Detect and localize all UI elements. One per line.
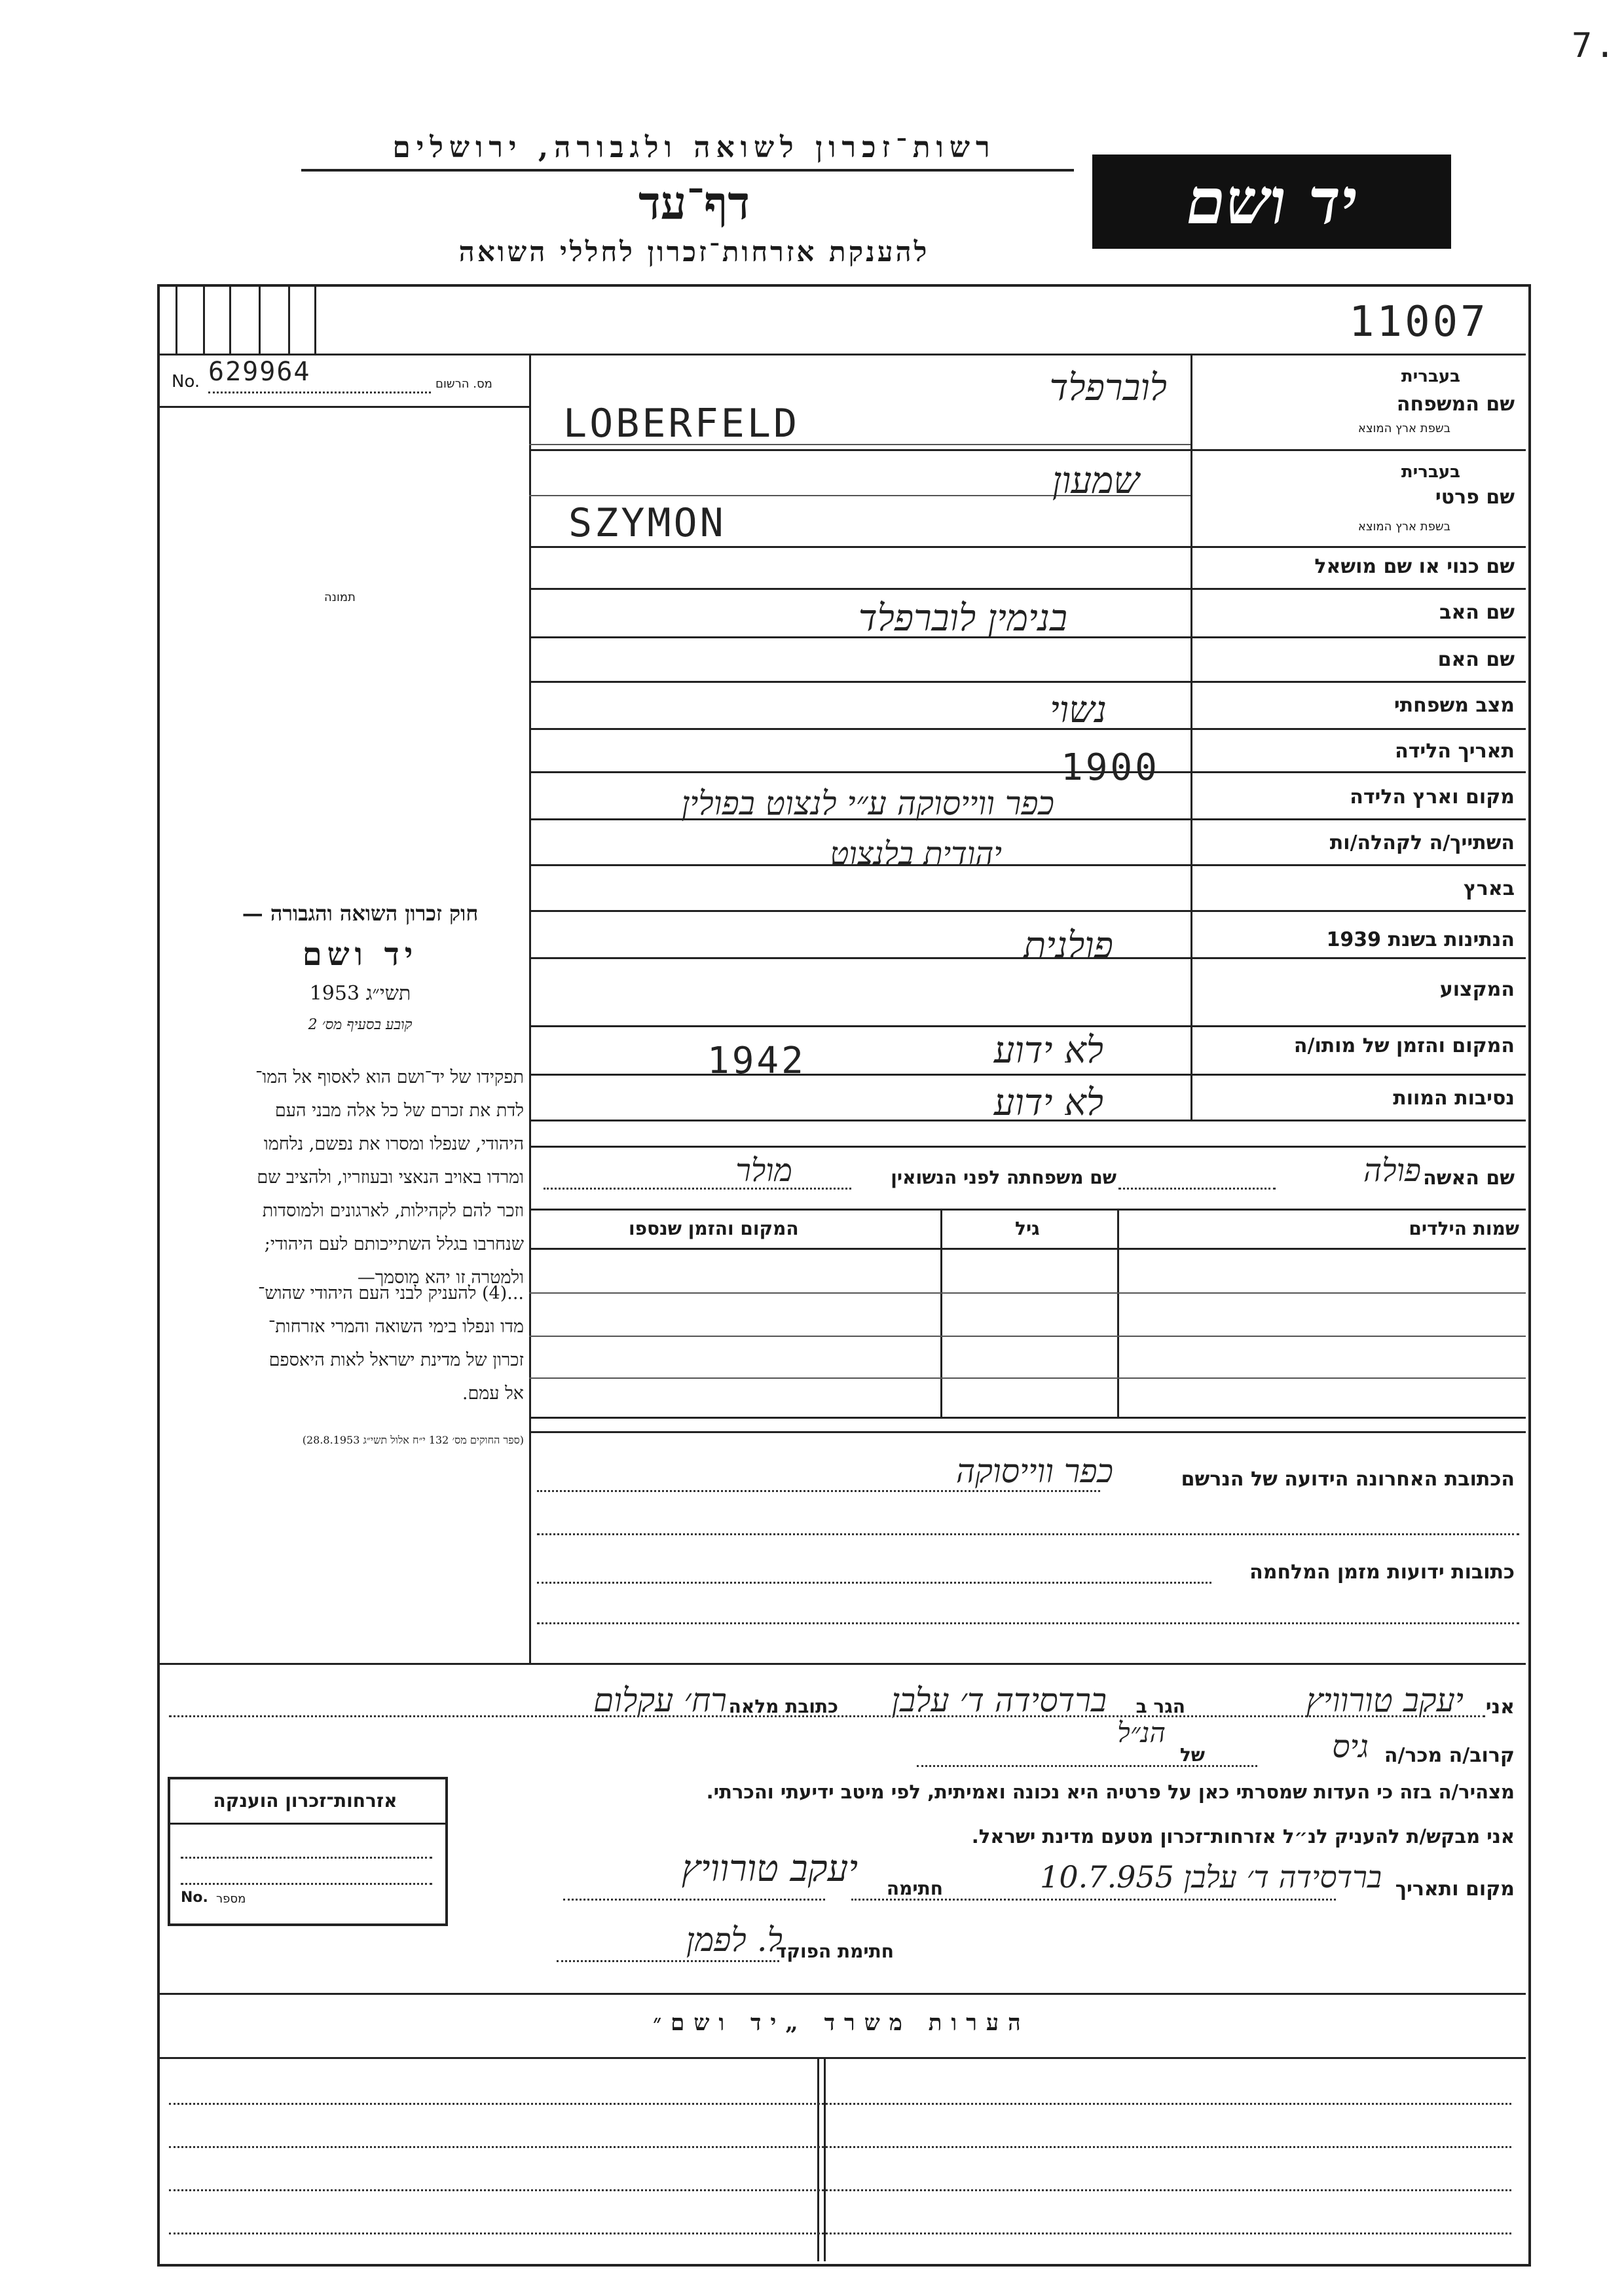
signature-dots xyxy=(563,1899,825,1901)
relative-dots xyxy=(917,1765,1257,1767)
children-header-age: גיל xyxy=(1015,1218,1040,1239)
full-address-label: כתובת מלאה xyxy=(728,1696,838,1717)
law-name: יד ושם xyxy=(302,936,418,973)
birth-date-value[interactable]: 1900 xyxy=(1061,746,1160,789)
place-date-label: מקום ותאריך xyxy=(1395,1878,1515,1901)
signature-label: חתימה xyxy=(886,1878,943,1899)
marital-value[interactable]: נשוי xyxy=(1050,689,1107,731)
declaration-request: אני מבקש/ת להעניק לנ״ל אזרחות־זכרון מטעם מדינת ישראל. xyxy=(971,1825,1515,1848)
birth-date-label: תאריך הלידה xyxy=(1395,740,1515,763)
family-name-label: שם המשפחה xyxy=(1396,393,1515,416)
declaration-line-1-dots xyxy=(169,1715,1485,1717)
top-box-divider xyxy=(175,284,177,354)
children-col-sep-2 xyxy=(1117,1209,1119,1417)
remarks-divider-a xyxy=(817,2057,819,2261)
death-cause-value[interactable]: לא ידוע xyxy=(993,1082,1103,1124)
family-name-origin-label: בשפת ארץ המוצא xyxy=(1357,422,1450,435)
children-row-1 xyxy=(529,1292,1526,1294)
authority-underline xyxy=(301,169,1074,172)
children-table-bottom xyxy=(529,1417,1526,1419)
remarks-header-bottom xyxy=(157,2057,1526,2059)
officer-label: חתימת הפוקד xyxy=(775,1941,894,1962)
law-p1-line-2: לדת את זכרם של כל אלה מבני העם xyxy=(274,1101,524,1121)
wife-row-top xyxy=(529,1146,1526,1148)
corner-page-mark: 7. xyxy=(1572,26,1618,65)
death-year-value[interactable]: 1942 xyxy=(707,1040,806,1082)
registration-label: מס. הרשום xyxy=(435,377,492,391)
children-header-names: שמות הילדים xyxy=(1409,1218,1519,1239)
remarks-dots-4 xyxy=(169,2232,1511,2234)
law-year: תשי״ג 1953 xyxy=(309,982,411,1005)
row-line-profession xyxy=(529,1025,1526,1027)
top-box-tick-1 xyxy=(203,284,205,354)
country-label: בארץ xyxy=(1463,877,1515,900)
row-line-first xyxy=(529,546,1526,548)
signature-value[interactable]: יעקב טורוויץ xyxy=(681,1848,858,1890)
wartime-dots-2 xyxy=(537,1622,1519,1624)
row-line-mother xyxy=(529,681,1526,683)
children-table-top xyxy=(529,1209,1526,1211)
of-value[interactable]: הנ״ל xyxy=(1117,1717,1166,1749)
top-box-tick-3 xyxy=(259,284,261,354)
row-line-community xyxy=(529,864,1526,866)
children-header-place: המקום והזמן שנספו xyxy=(629,1218,799,1239)
relative-value[interactable]: גיס xyxy=(1332,1728,1369,1765)
law-p1-line-6: שנחרבו בגלל השתייכותם לעם היהודי; xyxy=(264,1234,524,1254)
last-address-dots xyxy=(537,1490,1100,1492)
relative-label: קרוב/ה מכר/ה xyxy=(1384,1744,1515,1767)
yad-vashem-logo xyxy=(1092,155,1451,249)
wife-label: שם האשה xyxy=(1423,1167,1515,1190)
law-p2-line-4: אל עמם. xyxy=(462,1383,524,1404)
row-line-country xyxy=(529,910,1526,912)
declarant-label: אני xyxy=(1485,1696,1515,1719)
resident-value[interactable]: ברדסידה ד׳ עלבן xyxy=(891,1681,1107,1719)
first-name-hebrew-label: בעברית xyxy=(1401,462,1460,482)
granted-box-dots-1 xyxy=(181,1857,432,1859)
law-p1-line-1: תפקידו של יד־ושם הוא לאסוף אל המו־ xyxy=(255,1067,524,1087)
row-line-family xyxy=(529,449,1526,451)
photo-label: תמונה xyxy=(324,591,356,604)
marital-label: מצב משפחתי xyxy=(1393,694,1515,717)
remarks-dots-1 xyxy=(169,2103,1511,2105)
officer-dots xyxy=(557,1960,779,1962)
community-label: השתייך/ה לקהלה/ות xyxy=(1329,831,1515,854)
registration-number: 629964 xyxy=(208,357,311,387)
law-title: חוק זכרון השואה והגבורה — xyxy=(242,901,479,926)
left-column-separator xyxy=(529,354,531,1663)
mother-label: שם האם xyxy=(1437,648,1515,671)
remarks-dots-3 xyxy=(169,2189,1511,2191)
logo-text: יד ושם xyxy=(1186,164,1357,238)
community-value[interactable]: יהודית בלנצוט xyxy=(830,835,1002,872)
children-row-3 xyxy=(529,1377,1526,1379)
registration-dots xyxy=(208,392,431,393)
father-value[interactable]: בנימין לוברפלד xyxy=(858,597,1067,640)
wartime-address-label: כתובות ידועות מזמן המלחמה xyxy=(1249,1561,1515,1584)
granted-no-label: No. xyxy=(181,1889,208,1906)
nickname-label: שם כנוי או שם מושאל xyxy=(1314,555,1515,578)
wartime-dots xyxy=(537,1582,1211,1584)
law-p1-line-7: ולמטרה זו יהא מוסמך— xyxy=(357,1267,524,1288)
resident-label: הגר ב xyxy=(1135,1696,1185,1717)
profession-label: המקצוע xyxy=(1439,978,1515,1001)
first-name-latin-value[interactable]: SZYMON xyxy=(568,500,726,546)
maiden-value[interactable]: מולר xyxy=(735,1152,792,1189)
maiden-label: שם משפחתה לפני הנשואין xyxy=(891,1167,1116,1188)
law-p1-line-5: וזכר להם לקהילות, לארגונים ולמוסדות xyxy=(262,1201,524,1221)
granted-number-label: מספר xyxy=(216,1892,246,1906)
full-address-value[interactable]: רח׳ עקלום xyxy=(593,1681,727,1719)
children-row-2 xyxy=(529,1336,1526,1337)
last-address-value[interactable]: כפר ווייסוקה xyxy=(955,1452,1113,1490)
birth-place-value[interactable]: כפר ווייסוקה ע״י לנצוט בפולין xyxy=(681,784,1054,822)
officer-value[interactable]: ל. לפמן xyxy=(686,1921,783,1959)
declaration-top xyxy=(157,1663,1526,1665)
top-box-tick-5 xyxy=(314,284,316,354)
death-cause-label: נסיבות המוות xyxy=(1393,1087,1515,1110)
row-line-death xyxy=(529,1074,1526,1076)
family-name-hebrew-value[interactable]: לוברפלד xyxy=(1049,367,1167,409)
remarks-top xyxy=(157,1993,1526,1995)
remarks-title: הערות משרד „יד ושם״ xyxy=(653,2010,1030,2036)
law-clause: קובע בסעיף מס׳ 2 xyxy=(308,1017,413,1033)
top-box-tick-2 xyxy=(229,284,231,354)
form-title: דף־עד xyxy=(638,175,750,230)
granted-box-title-line xyxy=(168,1823,445,1825)
first-name-hebrew-value[interactable]: שמעון xyxy=(1052,460,1139,502)
label-column-separator xyxy=(1190,354,1192,1120)
law-p1-line-3: היהודי, שנפלו ומסרו את נפשם, נלחמו xyxy=(263,1134,524,1154)
law-p1-line-4: ומרדו באויב הנאצי ובעוזריו, ולהציב שם xyxy=(257,1167,524,1188)
top-box-bottom xyxy=(157,354,1526,355)
last-address-dots-2 xyxy=(537,1533,1519,1535)
wife-dots xyxy=(1118,1188,1276,1190)
row-line-marital xyxy=(529,728,1526,730)
no-label: No. xyxy=(172,372,200,392)
row-line-birthdate xyxy=(529,771,1526,773)
children-col-sep-1 xyxy=(940,1209,942,1417)
death-place-value[interactable]: לא ידוע xyxy=(993,1029,1103,1072)
law-p2-line-2: מדו ונפלו בימי השואה והמרי אזרחות־ xyxy=(268,1317,524,1337)
father-label: שם האב xyxy=(1439,601,1515,624)
law-paragraph-1 xyxy=(255,1061,524,1294)
first-name-label: שם פרטי xyxy=(1435,486,1515,509)
form-subtitle: להענקת אזרחות־זכרון לחללי השואה xyxy=(458,236,930,268)
last-address-label: הכתובת האחרונה הידועה של הנרשם xyxy=(1181,1468,1515,1491)
authority-title: רשות־זכרון לשואה ולגבורה, ירושלים xyxy=(392,131,996,164)
top-box-tick-4 xyxy=(288,284,290,354)
row-line-nickname xyxy=(529,588,1526,590)
remarks-divider-b xyxy=(824,2057,826,2261)
place-date-value[interactable]: ברדסידה ד׳ עלבן 10.7.955 xyxy=(1040,1859,1382,1895)
declaration-statement: מצהיר/ה בזה כי העדות שמסרתי כאן על פרטיה היא נכונה ואמיתית, לפי מיטב ידיעתי והכרתי. xyxy=(706,1781,1515,1803)
birth-place-label: מקום וארץ הלידה xyxy=(1350,786,1515,809)
citizenship-value[interactable]: פולנית xyxy=(1024,924,1113,967)
maiden-dots xyxy=(544,1188,851,1190)
law-paragraph-2 xyxy=(258,1277,524,1410)
law-p2-line-1: ...(4) להעניק לבני העם היהודי שהוש־ xyxy=(258,1283,524,1303)
addresses-top xyxy=(529,1431,1526,1433)
death-label: המקום והזמן של מותו/ה xyxy=(1293,1034,1515,1057)
granted-box-dots-2 xyxy=(181,1883,432,1885)
remarks-dots-2 xyxy=(169,2146,1511,2148)
law-source: (ספר החוקים מס׳ 132 י״ח אלול תשי״ג 28.8.1953) xyxy=(302,1434,524,1446)
family-name-hebrew-label: בעברית xyxy=(1401,367,1460,386)
of-label: של xyxy=(1179,1744,1205,1766)
law-p2-line-3: זכרון של מדינת ישראל לאות היאספם xyxy=(268,1350,524,1370)
children-header-bottom xyxy=(529,1248,1526,1250)
top-number: 11007 xyxy=(1349,298,1488,346)
first-name-origin-label: בשפת ארץ המוצא xyxy=(1357,520,1450,534)
wife-value[interactable]: פולה xyxy=(1363,1152,1421,1189)
citizenship-label: הנתינות בשנת 1939 xyxy=(1326,928,1515,951)
declarant-value[interactable]: יעקב טורוויץ xyxy=(1306,1681,1464,1719)
granted-box-title: אזרחות־זכרון הוענקה xyxy=(213,1790,397,1812)
family-name-latin-value[interactable]: LOBERFELD xyxy=(563,401,800,446)
registration-bottom xyxy=(157,406,530,408)
